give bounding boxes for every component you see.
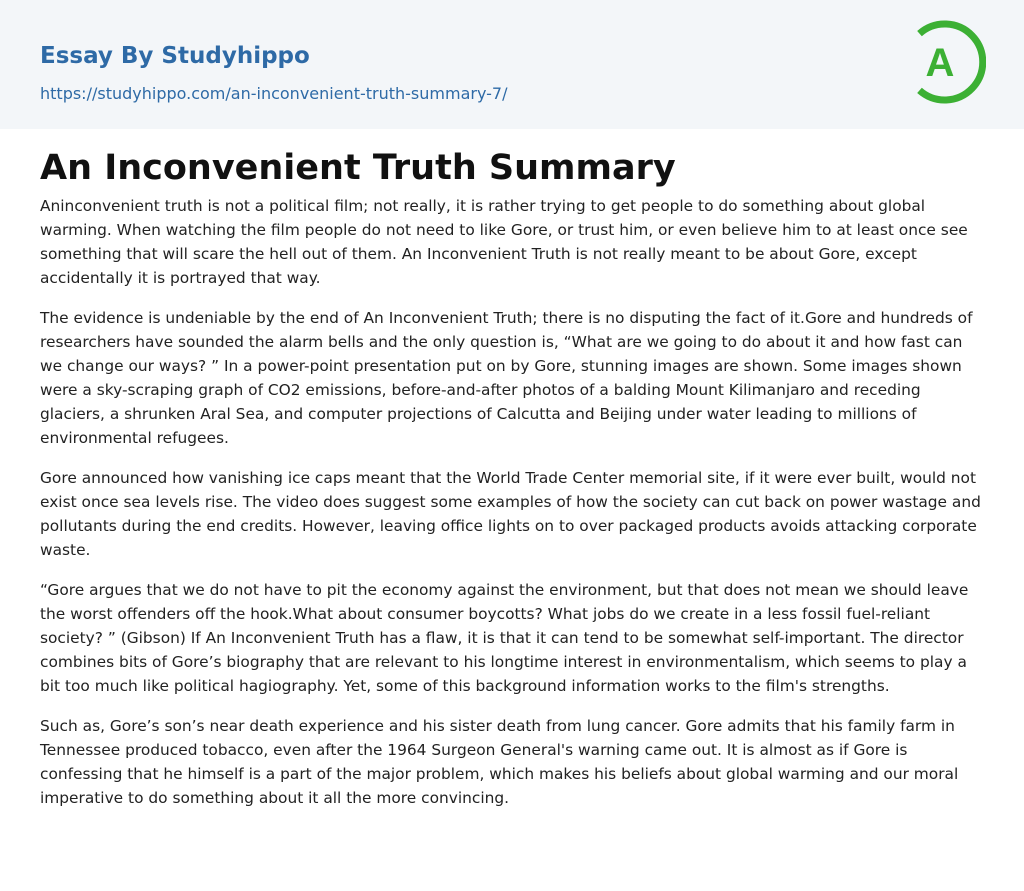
brand-title: Essay By Studyhippo: [40, 43, 310, 69]
essay-paragraph: The evidence is undeniable by the end of An Inconvenient Truth; there is no disputing the fact of it.Gore and hundreds of researchers have sounded the alarm bells and the only question is, “What are we going to do about it and how fast can we change our ways? ” In a power-point presentation put on by Gore, stunning images are shown. Some images shown were a sky-scraping graph of CO2 emissions, before-and-after photos of a balding Mount Kilimanjaro and receding glaciers, a shrunken Aral Sea, and computer projections of Calcutta and Beijing under water leading to millions of environmental refugees.: [40, 309, 973, 447]
logo-letter: A: [925, 41, 955, 85]
essay-paragraph: Such as, Gore’s son’s near death experience and his sister death from lung cancer. Gore admits that his family farm in Tennessee produced tobacco, even after the 1964 Surgeon General's warning came out. It is almost as if Gore is confessing that he himself is a part of the major problem, which makes his beliefs about global warming and our moral imperative to do something about it all the more convincing.: [40, 717, 959, 807]
essay-body: [40, 194, 988, 826]
essay-paragraph: “Gore argues that we do not have to pit the economy against the environment, but that does not mean we should leave the worst offenders off the hook.What about consumer boycotts? What jobs do we create in a less fossil fuel-reliant society? ” (Gibson) If An Inconvenient Truth has a flaw, it is that it can tend to be somewhat self-important. The director combines bits of Gore’s biography that are relevant to his longtime interest in environmentalism, which seems to play a bit too much like political hagiography. Yet, some of this background information works to the film's strengths.: [40, 581, 969, 695]
essay-paragraph: Gore announced how vanishing ice caps meant that the World Trade Center memorial site, if it were ever built, would not exist once sea levels rise. The video does suggest some examples of how the society can cut back on power wastage and pollutants during the end credits. However, leaving office lights on to over packaged products avoids attacking corporate waste.: [40, 469, 981, 559]
essay-paragraph: Aninconvenient truth is not a political film; not really, it is rather trying to get people to do something about global warming. When watching the film people do not need to like Gore, or trust him, or even believe him to at least once see something that will scare the hell out of them. An Inconvenient Truth is not really meant to be about Gore, except accidentally it is portrayed that way.: [40, 197, 968, 287]
page-title: An Inconvenient Truth Summary: [40, 148, 676, 188]
studyhippo-logo-icon[interactable]: [912, 19, 986, 105]
source-url-link[interactable]: https://studyhippo.com/an-inconvenient-truth-summary-7/: [40, 84, 508, 103]
page-header: [0, 0, 1024, 129]
